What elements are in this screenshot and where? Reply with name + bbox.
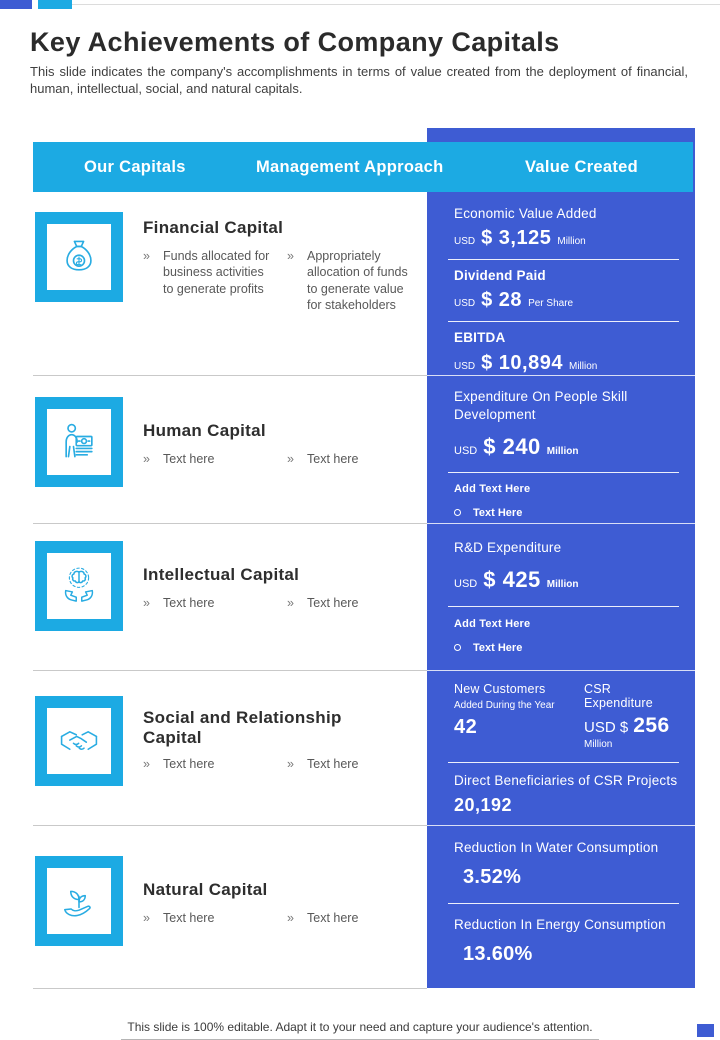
chevron-bullet-icon: » [287,596,294,611]
metric-label: Expenditure On People Skill Development [454,389,628,423]
capital-title: Intellectual Capital [143,565,300,584]
beneficiaries-number: 20,192 [454,795,513,816]
row-financial-capital [35,212,427,375]
metric-amount: USD $ 10,894 Million [454,351,598,374]
sub-bullet-item: Text Here [454,642,679,654]
bullet-item: » Text here [143,596,215,611]
top-cyan-accent-bar [38,0,72,9]
row-social-capital [35,696,427,825]
chevron-bullet-icon: » [143,452,150,467]
circle-bullet-icon [454,509,461,516]
value-cell-social [427,670,695,825]
add-text-label: Add Text Here [454,482,531,495]
chevron-bullet-icon: » [143,596,150,611]
handshake-icon [35,696,123,786]
capital-title: Social and Relationship Capital [143,708,342,748]
bullet-item: » Text here [287,596,359,611]
capital-title: Natural Capital [143,880,268,899]
divider [448,903,679,904]
bullet-item: » Text here [287,757,359,772]
page-title: Key Achievements of Company Capitals [30,27,560,57]
divider [448,606,679,607]
bullet-item: » Funds allocated for business activities to generate profits [143,248,287,313]
chevron-bullet-icon: » [287,452,294,467]
metric-label: Economic Value Added [454,206,597,221]
plant-hand-icon [35,856,123,946]
page-subtitle: This slide indicates the company's accomplishments in terms of value created from the deployment of financial, human, intellectual, social, and natural capitals. [30,64,688,97]
bullet-item: » Appropriately allocation of funds to generate value for stakeholders [287,249,408,312]
metric-label: EBITDA [454,330,506,346]
divider [448,472,679,473]
chevron-bullet-icon: » [287,757,294,772]
add-text-label: Add Text Here [454,617,531,630]
metric-amount: USD $ 425 Million [454,567,579,593]
row-natural-capital [35,856,427,988]
value-cell-human [427,375,695,523]
divider [448,762,679,763]
header-management-approach: Management Approach [256,157,444,176]
divider [448,259,679,260]
table-bottom-line [33,988,427,989]
chevron-bullet-icon: » [143,911,150,926]
capital-title: Human Capital [143,421,266,440]
bullet-item: » Text here [143,911,215,926]
bullet-item: » Text here [287,911,359,926]
capital-title: Financial Capital [143,218,284,237]
value-cell-natural [427,825,695,988]
energy-reduction-number: 13.60% [463,943,533,966]
csr-amount: USD $ 256 [584,714,670,737]
footer-note: This slide is 100% editable. Adapt it to your need and capture your audience's attention. [0,1018,720,1040]
header-value-created: Value Created [525,157,639,176]
metric-label: Reduction In Water Consumption [454,840,659,855]
bullet-item: » Text here [143,452,215,467]
chevron-bullet-icon: » [143,757,150,772]
metric-label: R&D Expenditure [454,540,562,555]
metric-amount: USD $ 28 Per Share [454,289,574,312]
table-header-band [33,142,693,192]
csr-expenditure-block: CSR Expenditure USD $ 256 Million [584,682,679,750]
chevron-bullet-icon: » [287,249,294,264]
brain-hands-icon [35,541,123,631]
bullet-item: » Text here [287,452,359,467]
header-our-capitals: Our Capitals [84,157,186,176]
new-customers-block: New Customers Added During the Year 42 [454,682,584,750]
divider [448,321,679,322]
metric-label: Reduction In Energy Consumption [454,917,666,933]
person-cash-icon [35,397,123,487]
row-intellectual-capital [35,541,427,670]
top-royal-accent-bar [0,0,32,9]
metric-label: Direct Beneficiaries of CSR Projects [454,773,678,788]
bullet-item: » Text here [143,757,215,772]
top-rule-line [72,4,720,5]
chevron-bullet-icon: » [143,249,150,264]
bottom-right-accent-square [697,1024,714,1037]
money-bag-icon [35,212,123,302]
metric-amount: USD $ 240 Million [454,434,579,460]
chevron-bullet-icon: » [287,911,294,926]
circle-bullet-icon [454,644,461,651]
metric-label: Dividend Paid [454,268,546,284]
metric-amount: USD $ 3,125 Million [454,227,586,250]
water-reduction-number: 3.52% [463,866,522,889]
row-human-capital [35,397,427,523]
value-cell-intellectual [427,523,695,670]
new-customers-number: 42 [454,716,478,738]
sub-bullet-item: Text Here [454,507,679,519]
value-cell-financial [427,192,695,375]
